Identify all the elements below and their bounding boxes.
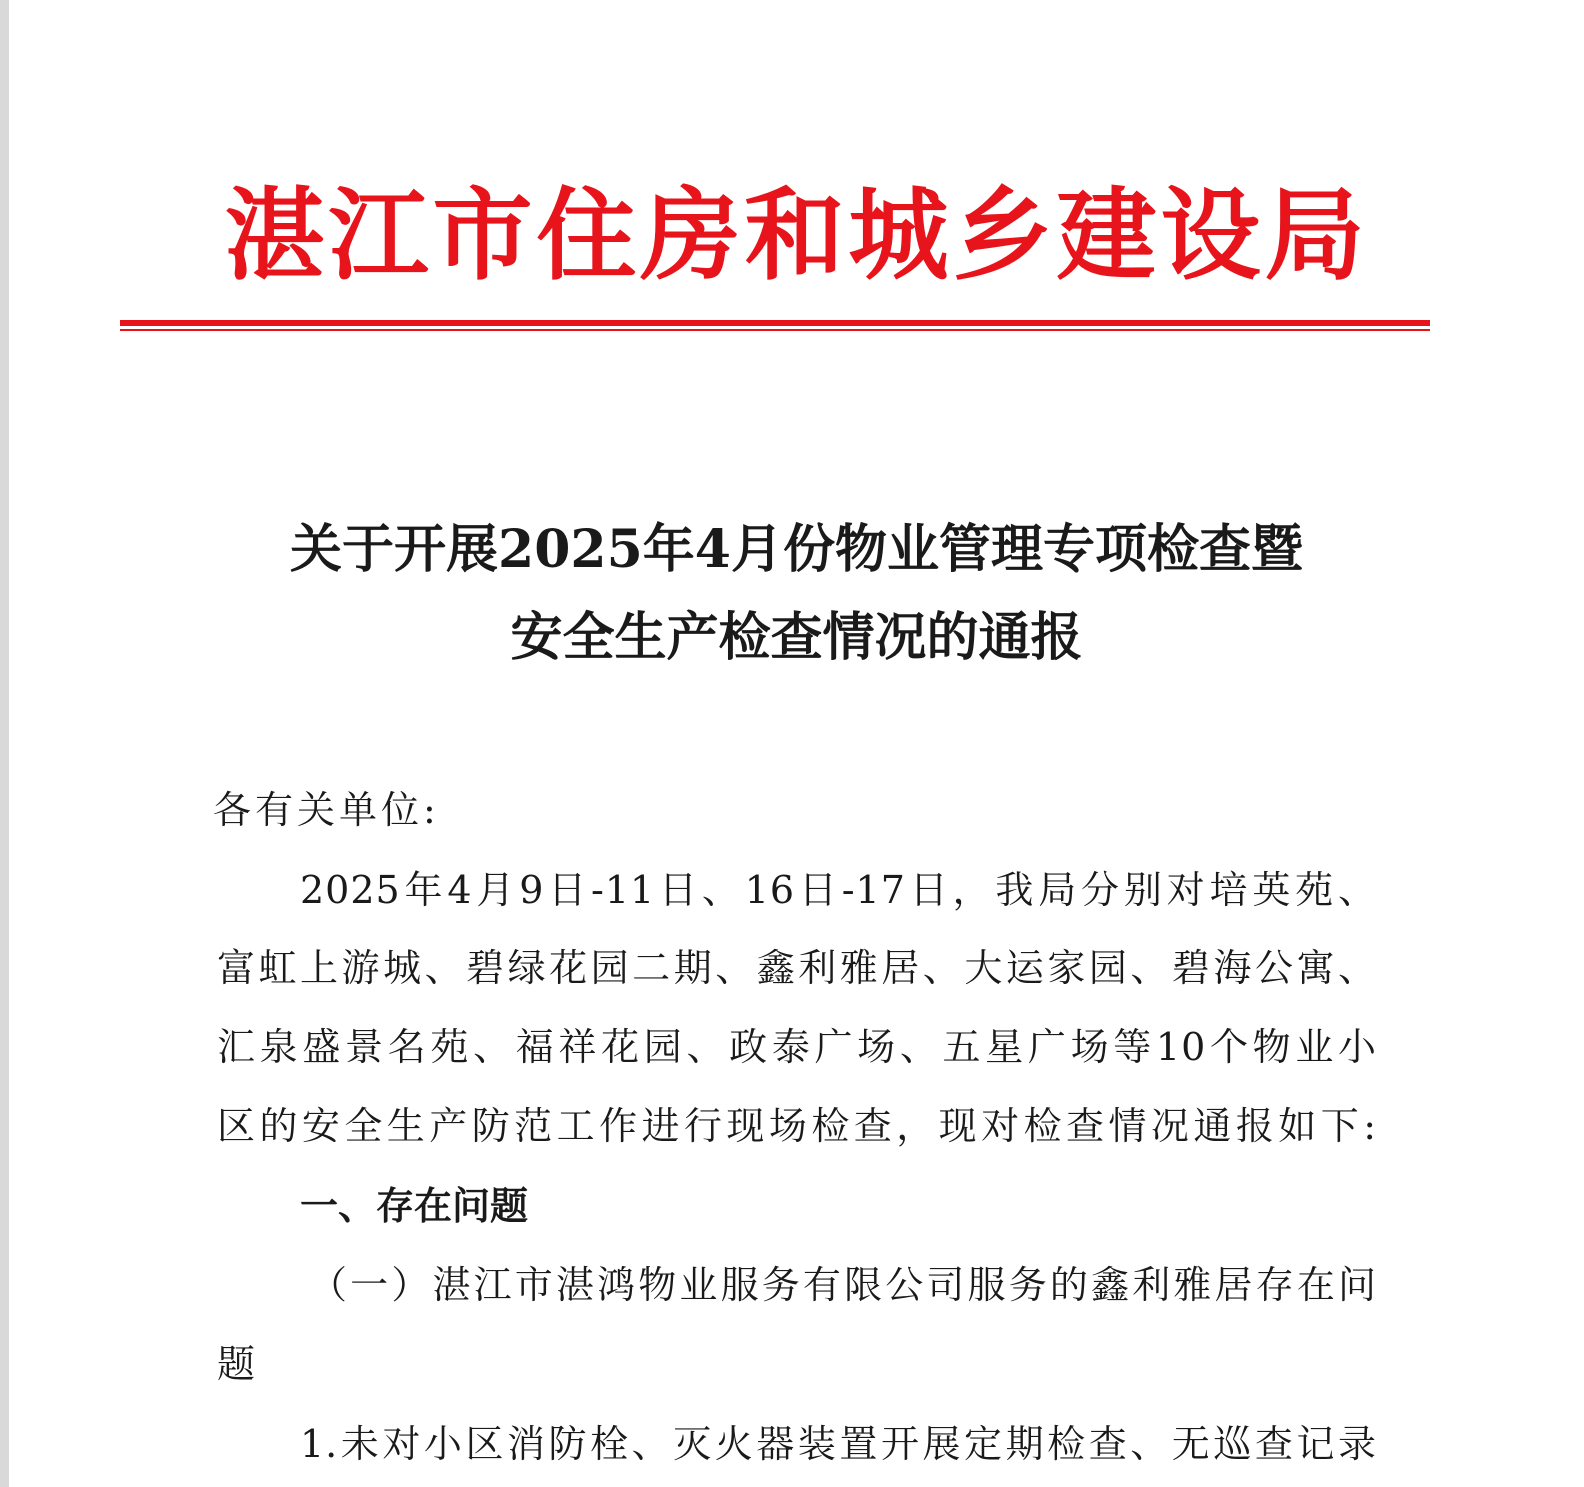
problem-item-1: 1.未对小区消防栓、灭火器装置开展定期检查、无巡查记录 <box>300 1422 1377 1466</box>
page-edge <box>0 0 9 1487</box>
salutation: 各有关单位: <box>213 788 440 832</box>
letterhead-rule-thin <box>120 329 1430 331</box>
document-page <box>9 0 1584 1487</box>
subsection-heading-line: （一）湛江市湛鸿物业服务有限公司服务的鑫利雅居存在问 <box>309 1263 1377 1307</box>
intro-paragraph-line: 区的安全生产防范工作进行现场检查，现对检查情况通报如下: <box>217 1104 1377 1148</box>
letterhead-rule-thick <box>120 320 1430 326</box>
intro-paragraph-line: 汇泉盛景名苑、福祥花园、政泰广场、五星广场等10个物业小 <box>217 1025 1377 1069</box>
section-heading-problems: 一、存在问题 <box>300 1184 529 1228</box>
intro-paragraph-line: 富虹上游城、碧绿花园二期、鑫利雅居、大运家园、碧海公寓、 <box>217 946 1377 990</box>
document-title-line-2: 安全生产检查情况的通报 <box>510 607 1083 668</box>
subsection-heading-line: 题 <box>217 1342 257 1386</box>
intro-paragraph-line: 2025年4月9日-11日、16日-17日，我局分别对培英苑、 <box>300 868 1377 912</box>
document-title-line-1: 关于开展2025年4月份物业管理专项检查暨 <box>290 519 1303 580</box>
organization-letterhead: 湛江市住房和城乡建设局 <box>224 176 1369 294</box>
